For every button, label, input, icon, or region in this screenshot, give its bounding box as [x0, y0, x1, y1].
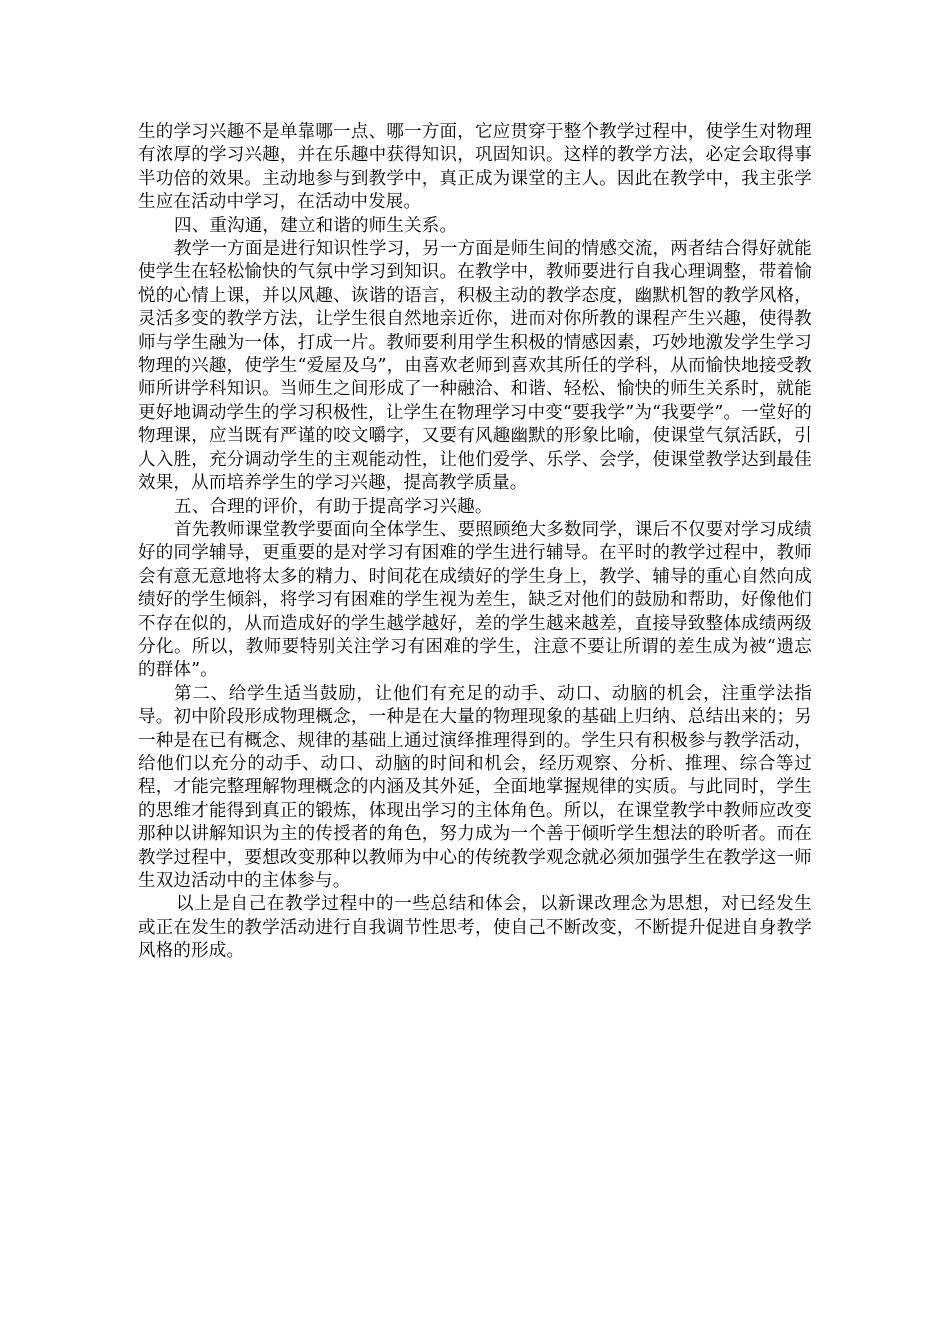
- paragraph-evaluation-second: 第二、给学生适当鼓励，让他们有充足的动手、动口、动脑的机会，注重学法指导。初中阶段形成物理概念，一种是在大量的物理现象的基础上归纳、总结出来的；另一种是在已有概念、规律的基础上通过演绎推理得到的。学生只有积极参与教学活动，给他们以充分的动手、动口、动脑的时间和机会，经历观察、分析、推理、综合等过程，才能完整理解物理概念的内涵及其外延，全面地掌握规律的实质。与此同时，学生的思维才能得到真正的锻炼，体现出学习的主体角色。所以，在课堂教学中教师应改变那种以讲解知识为主的传授者的角色，努力成为一个善于倾听学生想法的聆听者。而在教学过程中，要想改变那种以教师为中心的传统教学观念就必须加强学生在教学这一师生双边活动中的主体参与。: [138, 683, 812, 891]
- document-body: [138, 121, 812, 964]
- paragraph-communication: 教学一方面是进行知识性学习，另一方面是师生间的情感交流，两者结合得好就能使学生在轻松愉快的气氛中学习到知识。在教学中，教师要进行自我心理调整，带着愉悦的心情上课，并以风趣、诙谐的语言，积极主动的教学态度，幽默机智的教学风格，灵活多变的教学方法，让学生很自然地亲近你，进而对你所教的课程产生兴趣，使得教师与学生融为一体，打成一片。教师要利用学生积极的情感因素，巧妙地激发学生学习物理的兴趣，使学生“爱屋及乌”，由喜欢老师到喜欢其所任的学科，从而愉快地接受教师所讲学科知识。当师生之间形成了一种融洽、和谐、轻松、愉快的师生关系时，就能更好地调动学生的学习积极性，让学生在物理学习中变“要我学”为“我要学”。一堂好的物理课，应当既有严谨的咬文嚼字，又要有风趣幽默的形象比喻，使课堂气氛活跃，引人入胜，充分调动学生的主观能动性，让他们爱学、乐学、会学，使课堂教学达到最佳效果，从而培养学生的学习兴趣，提高教学质量。: [138, 239, 812, 494]
- paragraph-evaluation-first: 首先教师课堂教学要面向全体学生、要照顾绝大多数同学，课后不仅要对学习成绩好的同学辅导，更重要的是对学习有困难的学生进行辅导。在平时的教学过程中，教师会有意无意地将太多的精力、时间花在成绩好的学生身上，教学、辅导的重心自然向成绩好的学生倾斜，将学习有困难的学生视为差生，缺乏对他们的鼓励和帮助，好像他们不存在似的，从而造成好的学生越学越好，差的学生越来越差，直接导致整体成绩两级分化。所以，教师要特别关注学习有困难的学生，注意不要让所谓的差生成为被“遗忘的群体”。: [138, 519, 812, 681]
- section-heading-five: 五、合理的评价，有助于提高学习兴趣。: [174, 496, 493, 517]
- section-heading-four: 四、重沟通，建立和谐的师生关系。: [174, 215, 458, 236]
- paragraph-continuation: 生的学习兴趣不是单靠哪一点、哪一方面，它应贯穿于整个教学过程中，使学生对物理有浓厚的学习兴趣，并在乐趣中获得知识，巩固知识。这样的教学方法，必定会取得事半功倍的效果。主动地参与到教学中，真正成为课堂的主人。因此在教学中，我主张学生应在活动中学习，在活动中发展。: [138, 122, 812, 213]
- paragraph-conclusion: 以上是自己在教学过程中的一些总结和体会，以新课改理念为思想，对已经发生或正在发生的教学活动进行自我调节性思考，使自己不断改变，不断提升促进自身教学风格的形成。: [138, 894, 812, 962]
